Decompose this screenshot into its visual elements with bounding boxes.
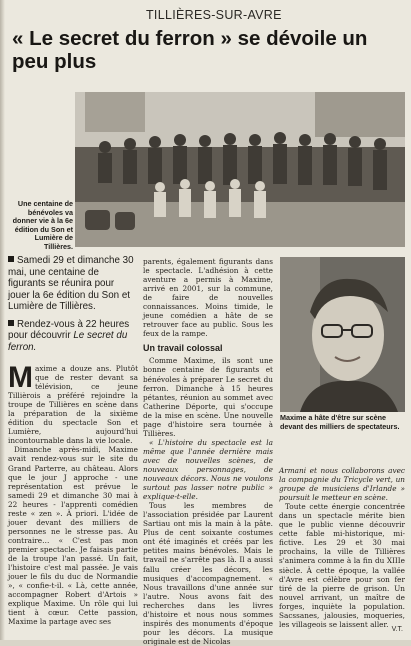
author-signature: V.T. — [391, 626, 403, 633]
intro-bullet-2 — [8, 319, 136, 354]
col2-paragraph-2: Comme Maxime, ils sont une bonne centaine de figurants et bénévoles à préparer Le secret du ferron. Dimanche à 15 heures pétantes, réunion au sommet avec Catherine Déporte, qui s'occupe de la mise en scène. Une nouvelle page d'histoire sera tournée à Tillières. — [143, 356, 273, 438]
subheading: Un travail colossal — [143, 343, 223, 354]
col3-paragraph-1 — [279, 466, 405, 502]
article-column-1 — [8, 361, 138, 627]
col3-paragraph-2: Toute cette énergie concentrée dans un spectacle mérite bien que le public vienne découvrir cette fable mi-historique, mi-fictive. Les 29 et 30 mai prochains, la ville de Tillières s'animera comme à la fin du XIIIe siècle. À cette époque, la vallée d'Avre est célèbre pour son fer tiré de la pierre de grison. Un nouvel arrivant, un maître de forges, inquiète la population. Sacssanes, jalousies, moqueries, les villageois se laissent aller. — [279, 502, 405, 629]
intro-title-ref: Le secret du ferron. — [8, 330, 128, 353]
article-column-3 — [279, 466, 405, 629]
col1-paragraph-2: Dimanche après-midi, Maxime avait rendez-vous sur le site du Grand Parterre, au château. Alors que le jour J approche - une représentation est prévue le samedi 29 et dimanche 30 mai à 22 heures - l'apprenti comédien reste « zen ». À priori. L'idée de jouer devant des milliers de personnes ne le stresse pas. Au contraire… « C'est pas mon premier spectacle. Je faisais partie de la troupe l'an passé. Un fait, l'histoire c'est mal passée. Je vais jouer le fils du duc de Normandie », « confie-t-il. « Là, cette année, accompagner Robert d'Artois » explique Maxime. Un rôle qui lui tient à cœur. Cette passion, Maxime la partage avec ses — [8, 445, 138, 627]
intro-text-2: Rendez-vous à 22 heures pour découvrir — [8, 318, 130, 341]
dropcap: M — [8, 361, 33, 394]
article-column-2 — [143, 257, 273, 646]
bullet-square-icon — [8, 256, 14, 262]
dateline: TILLIÈRES-SUR-AVRE — [146, 8, 282, 22]
article-intro — [8, 255, 136, 359]
group-photo-drawing — [75, 92, 405, 247]
headline: « Le secret du ferron » se dévoile un peu plus — [12, 27, 368, 73]
page-edge-shadow — [0, 0, 5, 640]
bullet-square-icon — [8, 320, 14, 326]
boy-photo-caption: Maxime a hâte d'être sur scène devant des milliers de spectateurs. — [280, 413, 400, 431]
col3-quote: Armani et nous collaborons avec la compagnie du Tricycle vert, un groupe de musiciens d'Irlande » poursuit le metteur en scène. — [279, 466, 405, 503]
group-photo-caption: Une centaine de bénévoles va donner vie à la 6e édition du Son et Lumière de Tillières. — [12, 199, 73, 251]
col1-paragraph-1 — [8, 361, 138, 446]
col2-paragraph-4: Tous les membres de l'association présidée par Laurent Sartiau ont mis la main à la pâte. Plus de cent soixante costumes ont été imaginés et créés par les petites mains bénévoles. Mais le travail ne s'arrête pas là. Il a aussi fallu créer les décors, les musiques d'accompagnement. « Nous travaillons d'une année sur l'autre. Nous avons fait des recherches dans les livres d'histoire et nous nous sommes inspirés des monuments d'époque pour les décors. La musique originale est de Nicolas — [143, 501, 273, 646]
col1-p1-text: axime a douze ans. Plutôt que de rester devant sa télévision, ce jeune Tillièrois a préféré rejoindre la troupe de Tillières en scène dans la préparation de la sixième édition du spectacle Son et Lumière, aujourd'hui incontournable dans la vie locale. — [8, 364, 138, 446]
intro-bullet-1 — [8, 255, 136, 313]
boy-portrait-photo — [280, 257, 405, 412]
intro-text-1: Samedi 29 et dimanche 30 mai, une centaine de figurants se réunira pour jouer la 6e édition du Son et Lumière de Tillières. — [8, 255, 134, 312]
col2-paragraph-1: parents, également figurants dans le spectacle. L'adhésion à cette aventure a permis à Maxime, arrivé en 2001, sur la commune, de faire de nouvelles connaissances. Moins timide, le jeune comédien a hâte de se retrouver face au public. Sous les feux de la rampe. — [143, 257, 273, 339]
col2-quote: « L'histoire du spectacle est la même que l'année dernière mais avec de nouvelles scènes, de nouveaux personnages, de nouveaux décors. Nous ne voulons surtout pas lasser notre public » explique-t-elle. — [143, 437, 273, 502]
boy-portrait-drawing — [280, 257, 405, 412]
group-photo — [75, 92, 405, 247]
col2-paragraph-3 — [143, 438, 273, 501]
